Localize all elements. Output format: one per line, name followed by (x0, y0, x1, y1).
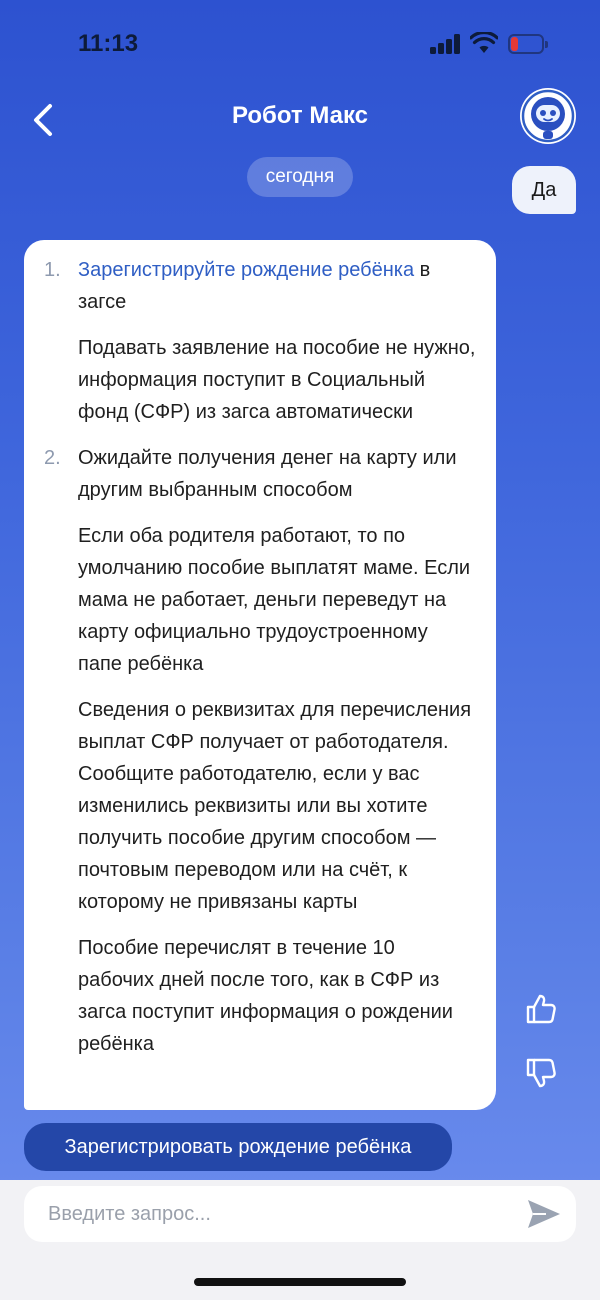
list-item-title: Ожидайте получения денег на карту или другим выбранным способом (78, 447, 457, 501)
home-indicator (194, 1278, 406, 1286)
bot-avatar[interactable] (520, 88, 576, 144)
robot-icon (520, 88, 576, 144)
message-reactions (524, 992, 560, 1090)
send-icon (524, 1196, 564, 1232)
list-item-paragraph: Подавать заявление на пособие не нужно, информация поступит в Социальный фонд (СФР) из загса автоматически (78, 337, 476, 423)
date-separator: сегодня (247, 157, 353, 197)
battery-icon (508, 34, 548, 54)
message-input[interactable] (48, 1186, 508, 1242)
list-item-title-tail: в загсе (78, 259, 431, 313)
send-button[interactable] (524, 1196, 564, 1232)
cellular-signal-icon (430, 34, 462, 54)
list-item-paragraph: Сведения о реквизитах для перечисления выплат СФР получает от работодателя. Сообщите работодателю, если у вас изменились реквизиты или вы хотите получить пособие другим способом — почтовым переводом или на счёт, к которому не привязаны карты (78, 699, 472, 913)
chevron-left-icon (26, 94, 62, 142)
list-item-title (78, 254, 476, 318)
list-item (44, 254, 476, 442)
back-button[interactable] (26, 94, 62, 142)
input-box (24, 1186, 576, 1242)
status-time: 11:13 (78, 30, 139, 57)
list-item-paragraph: Если оба родителя работают, то по умолчанию пособие выплатят маме. Если мама не работает, деньги переведут на карту официально трудоустроенному папе ребёнка (78, 525, 471, 675)
chat-header (0, 90, 600, 150)
user-message-bubble: Да (512, 166, 576, 214)
list-number: 1. (44, 259, 61, 281)
list-item-paragraph: Пособие перечислят в течение 10 рабочих дней после того, как в СФР из загса поступит информация о рождении ребёнка (78, 937, 453, 1055)
thumbs-down-icon[interactable] (524, 1056, 558, 1090)
bot-message-bubble (24, 240, 496, 1110)
input-area (0, 1180, 600, 1300)
thumbs-up-icon[interactable] (524, 992, 558, 1026)
list-item (44, 442, 476, 1074)
page-title: Робот Макс (231, 102, 369, 129)
register-birth-link[interactable]: Зарегистрируйте рождение ребёнка (78, 259, 415, 281)
register-birth-button[interactable]: Зарегистрировать рождение ребёнка (24, 1123, 452, 1171)
status-bar (0, 0, 600, 90)
list-number: 2. (44, 447, 61, 469)
wifi-icon (470, 32, 498, 54)
